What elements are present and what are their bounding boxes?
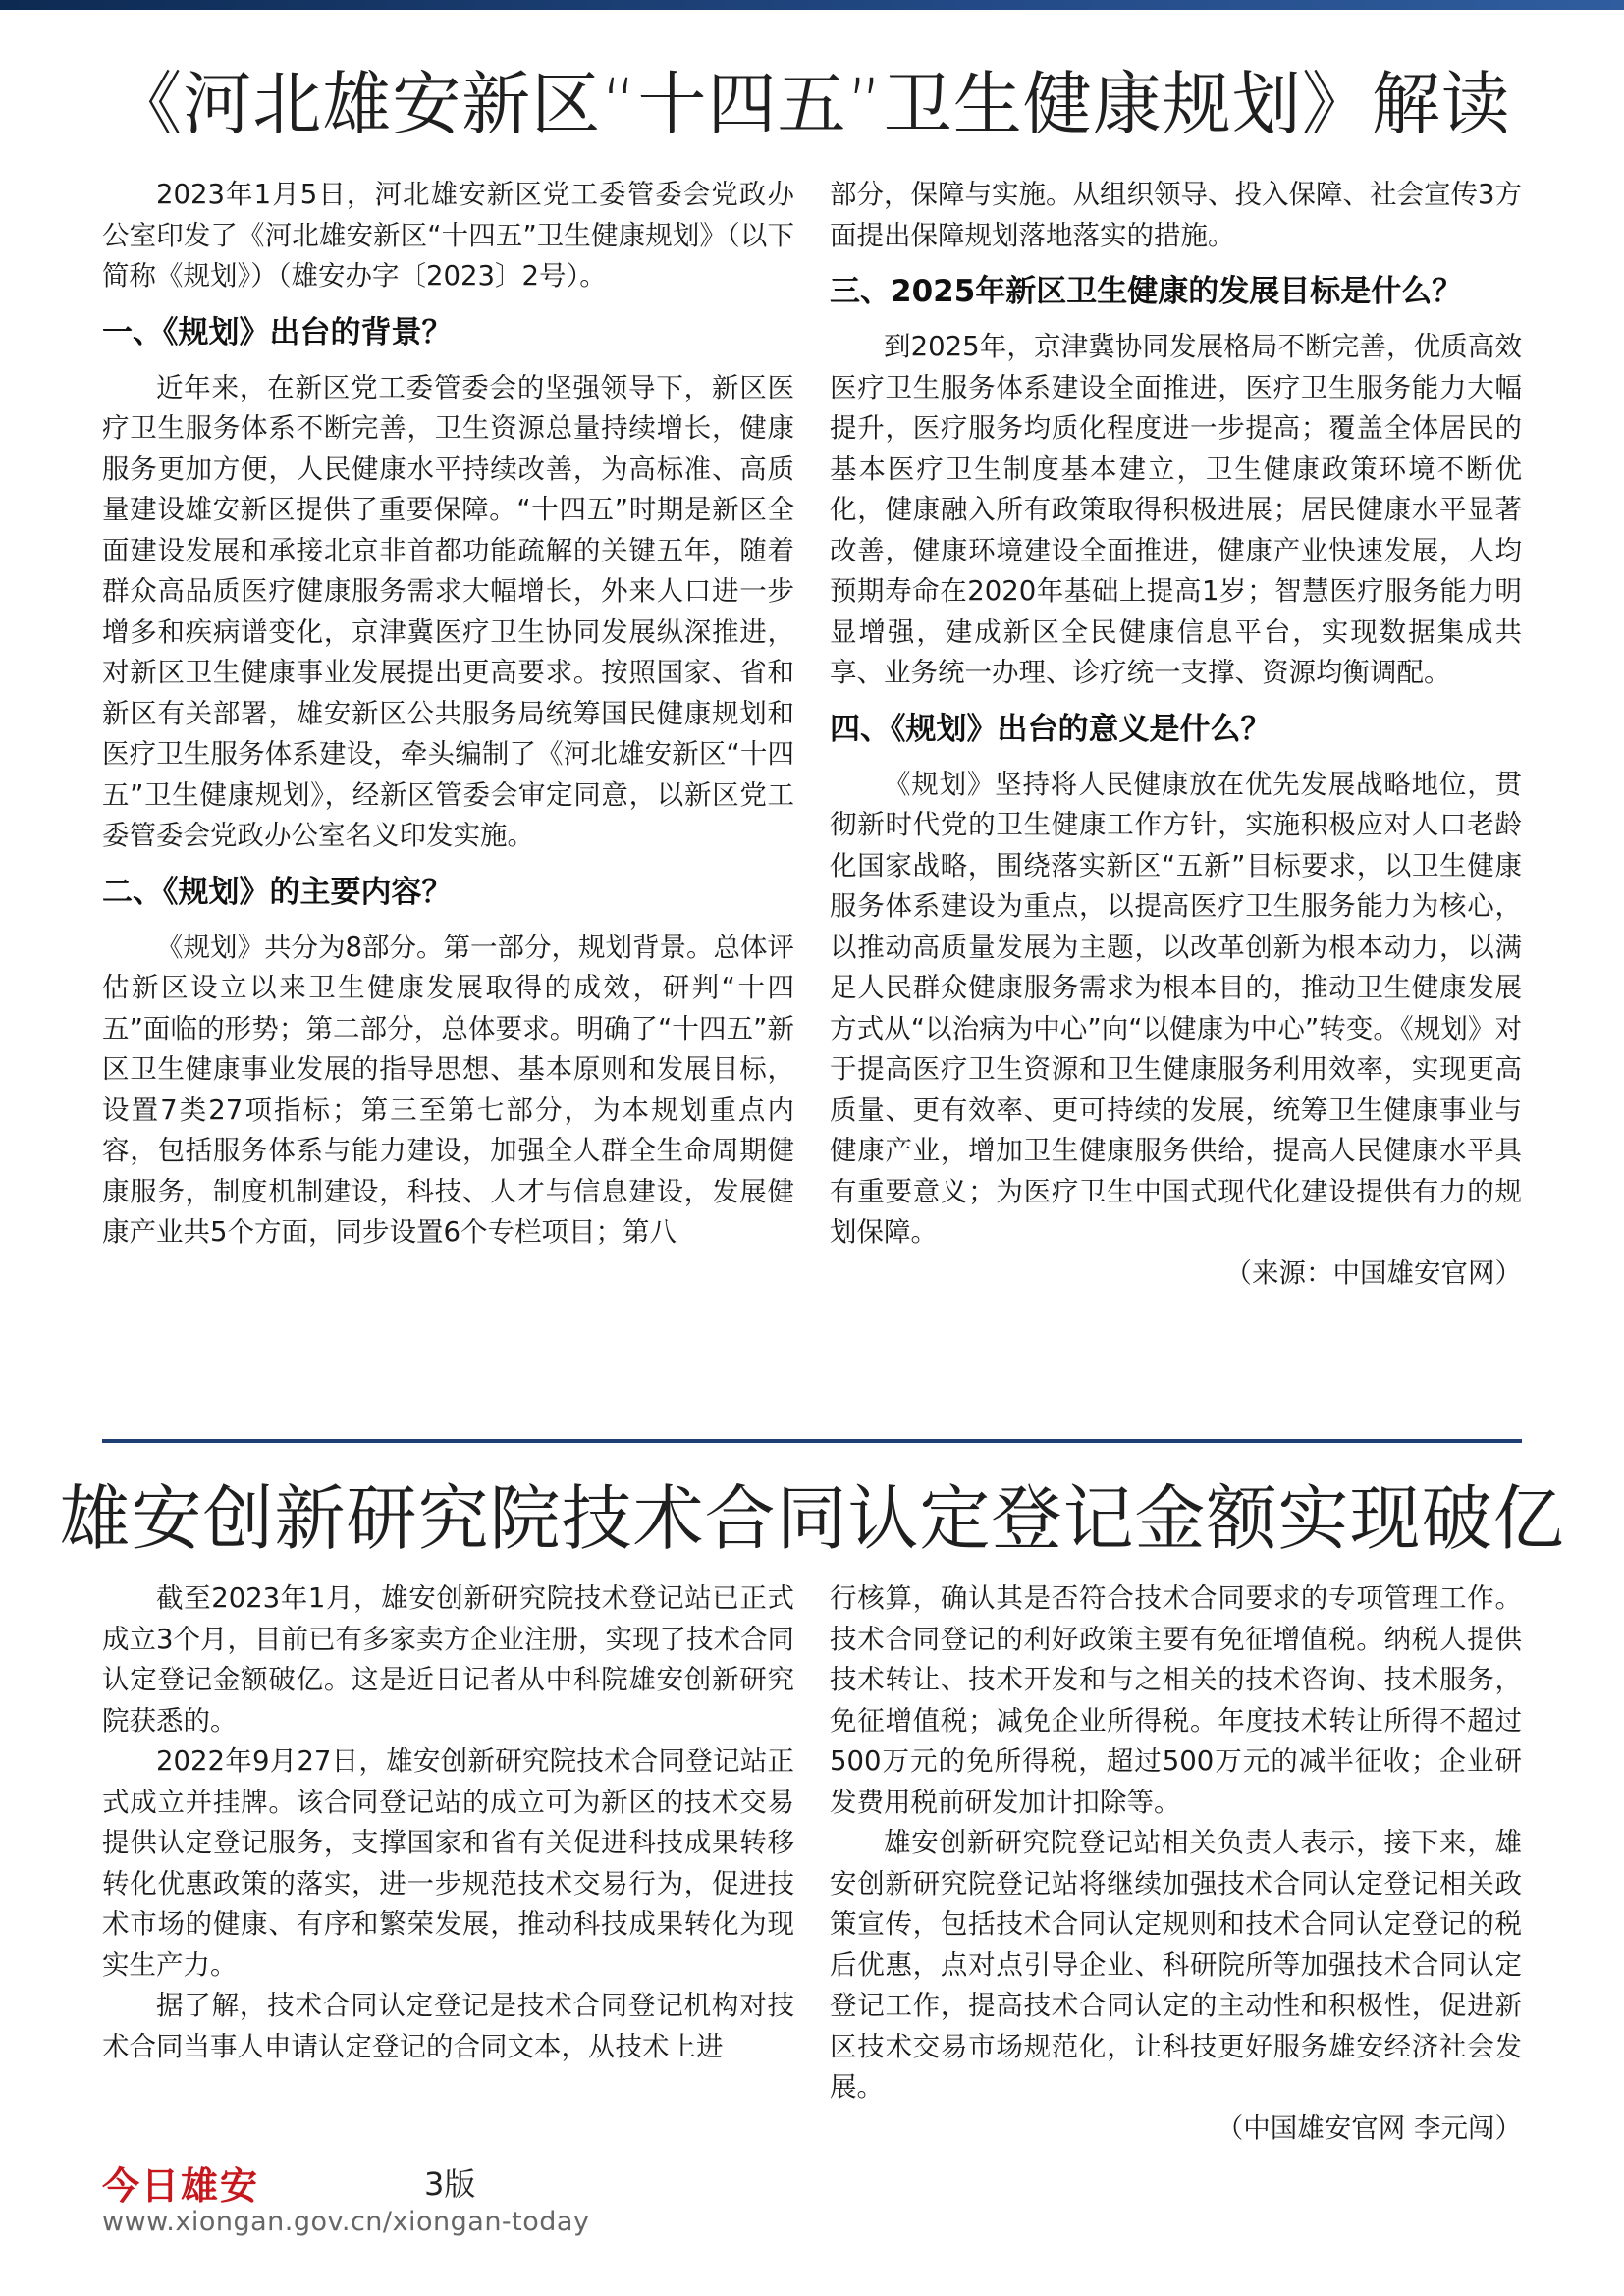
article2-paragraph-3a: 据了解，技术合同认定登记是技术合同登记机构对技术合同当事人申请认定登记的合同文本，从技术上进	[102, 1990, 794, 2062]
section3-heading: 三、2025年新区卫生健康的发展目标是什么？	[830, 274, 1463, 309]
article2-column-left	[102, 1578, 794, 2140]
section3-body: 到2025年，京津冀协同发展格局不断完善，优质高效医疗卫生服务体系建设全面推进，医疗卫生服务能力大幅提升，医疗服务均质化程度进一步提高；覆盖全体居民的基本医疗卫生制度基本建立，卫生健康政策环境不断优化，健康融入所有政策取得积极进展；居民健康水平显著改善，健康环境建设全面推进，健康产业快速发展，人均预期寿命在2020年基础上提高1岁；智慧医疗服务能力明显增强，建成新区全民健康信息平台，实现数据集成共享、业务统一办理、诊疗统一支撑、资源均衡调配。	[830, 331, 1522, 688]
section1-heading: 一、《规划》出台的背景？	[102, 314, 453, 350]
footer-url-link[interactable]: www.xiongan.gov.cn/xiongan-today	[102, 2207, 590, 2237]
section4-body: 《规划》坚持将人民健康放在优先发展战略地位，贯彻新时代党的卫生健康工作方针，实施积极应对人口老龄化国家战略，围绕落实新区“五新”目标要求，以卫生健康服务体系建设为重点，以提高医疗卫生服务能力为核心，以推动高质量发展为主题，以改革创新为根本动力，以满足人民群众健康服务需求为根本目的，推动卫生健康发展方式从“以治病为中心”向“以健康为中心”转变。《规划》对于提高医疗卫生资源和卫生健康服务利用效率，实现更高质量、更有效率、更可持续的发展，统筹卫生健康事业与健康产业，增加卫生健康服务供给，提高人民健康水平具有重要意义；为医疗卫生中国式现代化建设提供有力的规划保障。	[830, 768, 1522, 1248]
article2-paragraph-3b: 行核算，确认其是否符合技术合同要求的专项管理工作。技术合同登记的利好政策主要有免征增值税。纳税人提供技术转让、技术开发和与之相关的技术咨询、技术服务，免征增值税；减免企业所得税。年度技术转让所得不超过500万元的免所得税，超过500万元的减半征收；企业研发费用税前研发加计扣除等。	[830, 1582, 1522, 1818]
article2-title: 雄安创新研究院技术合同认定登记金额实现破亿	[59, 1477, 1565, 1560]
article2-paragraph-1: 截至2023年1月，雄安创新研究院技术登记站已正式成立3个月，目前已有多家卖方企业注册，实现了技术合同认定登记金额破亿。这是近日记者从中科院雄安创新研究院获悉的。	[102, 1582, 794, 1736]
article1-source: （来源：中国雄安官网）	[1224, 1256, 1522, 1289]
section2-heading: 二、《规划》的主要内容？	[102, 874, 453, 910]
article2-column-right	[830, 1578, 1522, 2140]
article2-paragraph-2: 2022年9月27日，雄安创新研究院技术合同登记站正式成立并挂牌。该合同登记站的成立可为新区的技术交易提供认定登记服务，支撑国家和省有关促进科技成果转移转化优惠政策的落实，进一步规范技术交易行为，促进技术市场的健康、有序和繁荣发展，推动科技成果转化为现实生产力。	[102, 1745, 794, 1981]
article1-title: 《河北雄安新区“十四五”卫生健康规划》解读	[113, 64, 1511, 144]
publication-logo: 今日雄安	[102, 2163, 260, 2208]
article1-intro: 2023年1月5日，河北雄安新区党工委管委会党政办公室印发了《河北雄安新区“十四五”卫生健康规划》（以下简称《规划》）（雄安办字〔2023〕2号）。	[102, 179, 794, 292]
page-number: 3版	[424, 2165, 476, 2203]
section2-body-part1: 《规划》共分为8部分。第一部分，规划背景。总体评估新区设立以来卫生健康发展取得的成效，研判“十四五”面临的形势；第二部分，总体要求。明确了“十四五”新区卫生健康事业发展的指导思想、基本原则和发展目标，设置7类27项指标；第三至第七部分，为本规划重点内容，包括服务体系与能力建设，加强全人群全生命周期健康服务，制度机制建设，科技、人才与信息建设，发展健康产业共5个方面，同步设置6个专栏项目；第八	[102, 931, 794, 1248]
section2-body-part2: 部分，保障与实施。从组织领导、投入保障、社会宣传3方面提出保障规划落地落实的措施。	[830, 179, 1522, 251]
section1-body: 近年来，在新区党工委管委会的坚强领导下，新区医疗卫生服务体系不断完善，卫生资源总量持续增长，健康服务更加方便，人民健康水平持续改善，为高标准、高质量建设雄安新区提供了重要保障。“十四五”时期是新区全面建设发展和承接北京非首都功能疏解的关键五年，随着群众高品质医疗健康服务需求大幅增长，外来人口进一步增多和疾病谱变化，京津冀医疗卫生协同发展纵深推进，对新区卫生健康事业发展提出更高要求。按照国家、省和新区有关部署，雄安新区公共服务局统筹国民健康规划和医疗卫生服务体系建设，牵头编制了《河北雄安新区“十四五”卫生健康规划》，经新区管委会审定同意，以新区党工委管委会党政办公室名义印发实施。	[102, 371, 794, 851]
article2-paragraph-4: 雄安创新研究院登记站相关负责人表示，接下来，雄安创新研究院登记站将继续加强技术合同认定登记相关政策宣传，包括技术合同认定规则和技术合同认定登记的税后优惠，点对点引导企业、科研院所等加强技术合同认定登记工作，提高技术合同认定的主动性和积极性，促进新区技术交易市场规范化，让科技更好服务雄安经济社会发展。	[830, 1827, 1522, 2103]
article2-source: （中国雄安官网 李元闯）	[1216, 2111, 1522, 2140]
article1-column-right	[830, 175, 1522, 1414]
article1-column-left	[102, 175, 794, 1414]
section4-heading: 四、《规划》出台的意义是什么？	[830, 711, 1272, 747]
article-divider	[102, 1439, 1522, 1443]
top-accent-bar	[0, 0, 1624, 10]
